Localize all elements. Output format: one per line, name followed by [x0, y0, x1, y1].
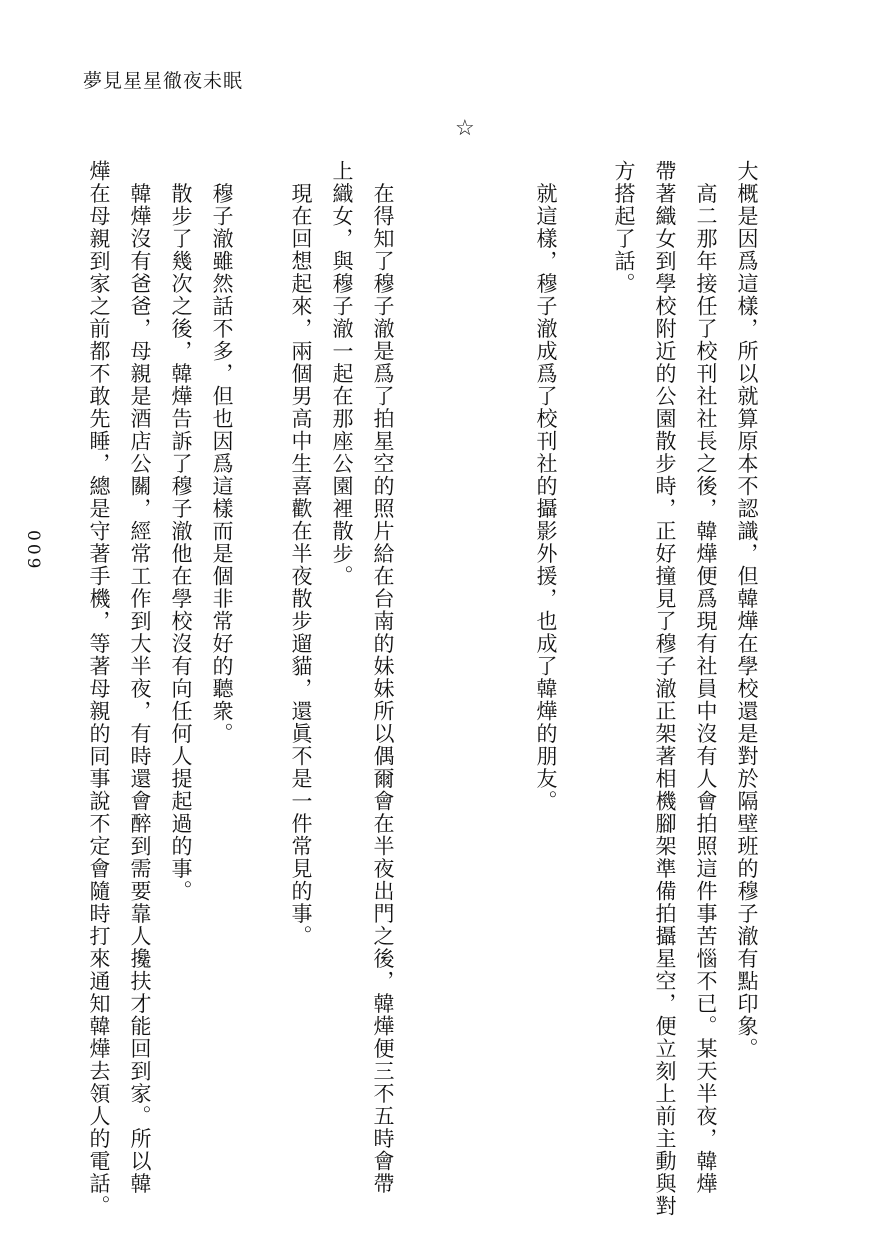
paragraph-column: 方搭起了話。: [612, 160, 636, 295]
paragraph-column: 燁在母親到家之前都不敢先睡，總是守著手機，等著母親的同事說不定會隨時打來通知韓燁去領人的電話。: [87, 160, 111, 1218]
paragraph-column: 在得知了穆子澈是爲了拍星空的照片給在台南的妹妹所以偶爾會在半夜出門之後，韓燁便三不五時會帶: [371, 160, 395, 1195]
paragraph-column: 帶著織女到學校附近的公園散步時，正好撞見了穆子澈正架著相機腳架準備拍攝星空，便立刻上前主動與對: [653, 160, 677, 1218]
paragraph-column: 韓燁沒有爸爸，母親是酒店公關，經常工作到大半夜，有時還會醉到需要靠人攙扶才能回到家。所以韓: [128, 160, 152, 1195]
paragraph-column: 高二那年接任了校刊社社長之後，韓燁便爲現有社員中沒有人會拍照這件事苦惱不已。某天半夜，韓燁: [694, 160, 718, 1195]
paragraph-column: 上織女，與穆子澈一起在那座公園裡散步。: [330, 160, 354, 588]
running-title: 夢見星星徹夜未眠: [83, 70, 244, 92]
paragraph-column: 穆子澈雖然話不多，但也因爲這樣而是個非常好的聽衆。: [210, 160, 234, 745]
paragraph-column: 現在回想起來，兩個男高中生喜歡在半夜散步遛貓，還眞不是一件常見的事。: [289, 160, 313, 948]
paragraph-column: 大概是因爲這樣，所以就算原本不認識，但韓燁在學校還是對於隔壁班的穆子澈有點印象。: [735, 160, 759, 1060]
section-break-star: ☆: [455, 116, 475, 141]
paragraph-column: 就這樣，穆子澈成爲了校刊社的攝影外援，也成了韓燁的朋友。: [534, 160, 558, 813]
paragraph-column: 散步了幾次之後，韓燁告訴了穆子澈他在學校沒有向任何人提起過的事。: [169, 160, 193, 903]
page-number: 009: [23, 530, 43, 572]
